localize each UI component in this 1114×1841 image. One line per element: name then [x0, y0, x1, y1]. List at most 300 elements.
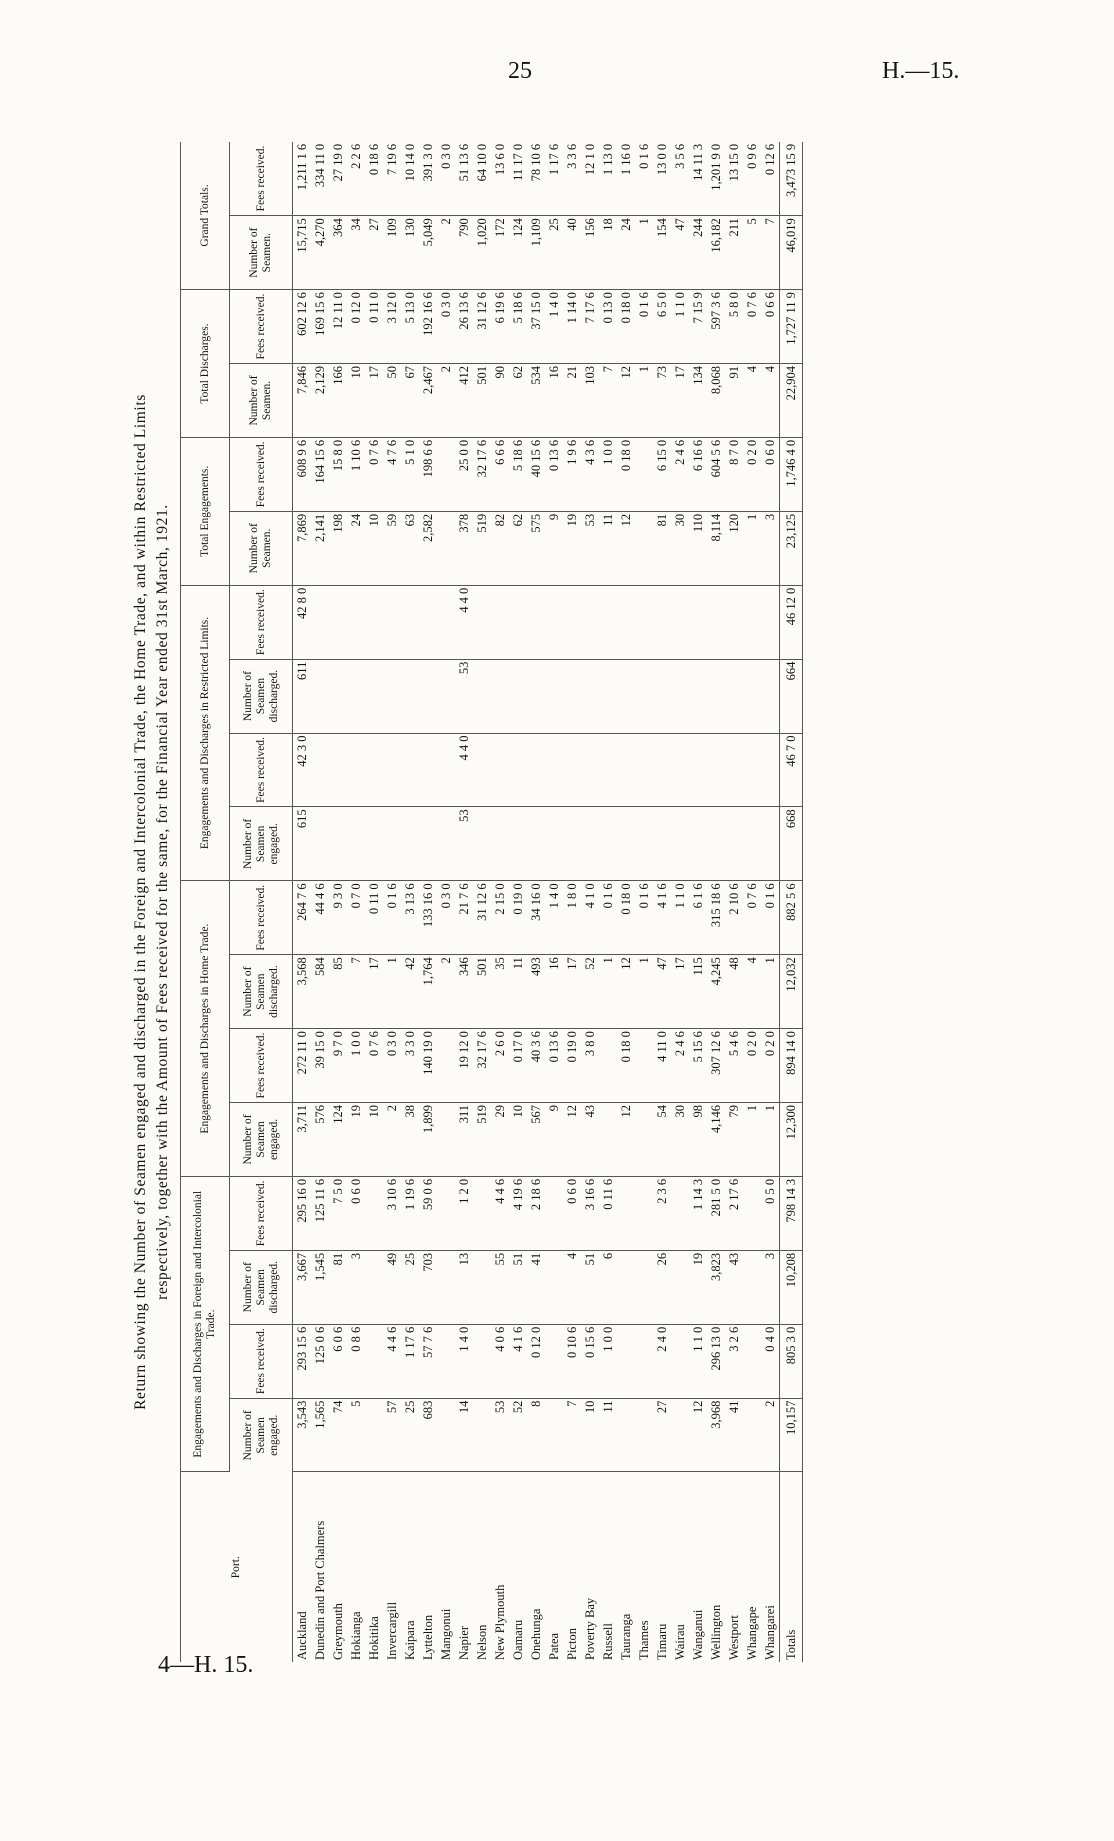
title-line-1: Return showing the Number of Seamen engaged and discharged in the Foreign and Intercolonial Trade, the Home Trade, and within Restricted Limits — [132, 394, 149, 1410]
fees-cell — [437, 1029, 455, 1103]
count-cell: 172 — [491, 216, 509, 290]
fees-cell: 1,746 4 0 — [780, 437, 803, 511]
fees-cell — [635, 733, 653, 807]
seamen-count-header: Number of Seamen. — [230, 364, 293, 438]
count-cell: 12,300 — [780, 1103, 803, 1177]
count-cell: 10 — [365, 1103, 383, 1177]
fees-cell: 51 13 6 — [455, 142, 473, 216]
count-cell: 81 — [653, 511, 671, 585]
count-cell — [401, 659, 419, 733]
port-name: Wellington — [709, 1604, 723, 1660]
fees-cell: 7 17 6 — [581, 290, 599, 364]
fees-cell — [635, 437, 653, 511]
count-cell: 7,846 — [293, 364, 312, 438]
fees-cell: 0 7 6 — [365, 437, 383, 511]
count-cell: 1,764 — [419, 955, 437, 1029]
fees-received-header: Fees received. — [230, 290, 293, 364]
fees-cell: 42 3 0 — [293, 733, 312, 807]
count-cell: 46,019 — [780, 216, 803, 290]
fees-cell: 25 0 0 — [455, 437, 473, 511]
count-cell: 1 — [743, 1103, 761, 1177]
count-cell: 12 — [617, 364, 635, 438]
fees-cell: 315 18 6 — [707, 881, 725, 955]
count-cell: 53 — [455, 659, 473, 733]
fees-cell: 59 0 6 — [419, 1176, 437, 1250]
seamen-count-header: Number of Seamen. — [230, 511, 293, 585]
count-cell — [437, 807, 455, 881]
count-cell: 2 — [761, 1398, 780, 1472]
count-cell: 91 — [725, 364, 743, 438]
fees-cell: 1 17 6 — [545, 142, 563, 216]
count-cell: 5 — [743, 216, 761, 290]
count-cell: 501 — [473, 364, 491, 438]
count-cell: 11 — [599, 1398, 617, 1472]
table-row — [473, 142, 491, 1662]
fees-cell: 32 17 6 — [473, 437, 491, 511]
fees-cell — [491, 733, 509, 807]
fees-cell: 5 18 6 — [509, 437, 527, 511]
count-cell — [437, 511, 455, 585]
count-cell: 51 — [509, 1250, 527, 1324]
count-cell: 62 — [509, 511, 527, 585]
count-cell — [671, 1250, 689, 1324]
count-cell: 74 — [329, 1398, 347, 1472]
count-cell: 668 — [780, 807, 803, 881]
port-name: Auckland — [295, 1611, 309, 1660]
fees-cell: 0 1 6 — [383, 881, 401, 955]
fees-cell: 1 10 6 — [347, 437, 365, 511]
port-name: Totals — [780, 1472, 803, 1662]
fees-cell: 1 14 0 — [563, 290, 581, 364]
fees-cell: 608 9 6 — [293, 437, 312, 511]
count-cell: 1,020 — [473, 216, 491, 290]
fees-cell — [365, 585, 383, 659]
fees-cell: 3,473 15 9 — [780, 142, 803, 216]
fees-cell: 39 15 0 — [311, 1029, 329, 1103]
count-cell — [419, 807, 437, 881]
table-row — [311, 142, 329, 1662]
count-cell — [401, 807, 419, 881]
fees-cell: 4 4 6 — [491, 1176, 509, 1250]
fees-cell: 0 13 0 — [599, 290, 617, 364]
count-cell: 115 — [689, 955, 707, 1029]
fees-cell — [509, 733, 527, 807]
count-cell: 25 — [545, 216, 563, 290]
count-cell — [743, 807, 761, 881]
fees-cell — [545, 585, 563, 659]
fees-cell: 140 19 0 — [419, 1029, 437, 1103]
totals-row — [780, 142, 803, 1662]
count-cell: 2 — [437, 216, 455, 290]
count-cell: 703 — [419, 1250, 437, 1324]
fees-cell: 2 4 0 — [653, 1324, 671, 1398]
fees-cell: 2 4 6 — [671, 437, 689, 511]
count-cell: 378 — [455, 511, 473, 585]
fees-cell — [419, 585, 437, 659]
count-cell: 49 — [383, 1250, 401, 1324]
count-cell: 12,032 — [780, 955, 803, 1029]
fees-cell: 44 4 6 — [311, 881, 329, 955]
count-cell: 9 — [545, 511, 563, 585]
fees-cell: 0 3 0 — [437, 142, 455, 216]
count-cell: 211 — [725, 216, 743, 290]
count-cell: 2,467 — [419, 364, 437, 438]
fees-cell: 0 1 6 — [599, 881, 617, 955]
count-cell: 10,208 — [780, 1250, 803, 1324]
count-cell: 53 — [455, 807, 473, 881]
port-name: Greymouth — [331, 1603, 345, 1660]
count-cell — [311, 807, 329, 881]
table-row — [455, 142, 473, 1662]
count-cell — [707, 659, 725, 733]
seamen-count-header: Number of Seamen engaged. — [230, 1103, 293, 1177]
count-cell: 3 — [761, 1250, 780, 1324]
fees-cell — [617, 1176, 635, 1250]
count-cell: 10 — [581, 1398, 599, 1472]
count-cell: 27 — [653, 1398, 671, 1472]
count-cell: 12 — [617, 1103, 635, 1177]
fees-cell: 0 3 0 — [437, 290, 455, 364]
table-row — [653, 142, 671, 1662]
fees-cell: 0 18 0 — [617, 437, 635, 511]
fees-cell: 0 1 6 — [635, 142, 653, 216]
fees-cell: 0 3 0 — [437, 881, 455, 955]
count-cell — [617, 1398, 635, 1472]
fees-cell — [563, 733, 581, 807]
count-cell: 51 — [581, 1250, 599, 1324]
count-cell — [347, 807, 365, 881]
fees-cell: 334 11 0 — [311, 142, 329, 216]
fees-cell — [599, 585, 617, 659]
fees-cell: 0 8 6 — [347, 1324, 365, 1398]
fees-cell — [671, 1176, 689, 1250]
fees-cell: 34 16 0 — [527, 881, 545, 955]
count-cell — [437, 1103, 455, 1177]
fees-cell: 0 18 0 — [617, 1029, 635, 1103]
table-row — [383, 142, 401, 1662]
fees-cell: 6 0 6 — [329, 1324, 347, 1398]
count-cell: 611 — [293, 659, 312, 733]
port-name: Wanganui — [691, 1609, 705, 1660]
fees-cell — [365, 1176, 383, 1250]
fees-cell: 0 18 0 — [617, 881, 635, 955]
fees-cell: 6 6 6 — [491, 437, 509, 511]
count-cell — [419, 659, 437, 733]
foreign-trade-header: Engagements and Discharges in Foreign and Intercolonial Trade. — [181, 1176, 230, 1472]
fees-cell: 0 6 0 — [347, 1176, 365, 1250]
fees-cell — [383, 733, 401, 807]
page-number: 25 — [508, 58, 532, 84]
count-cell: 3,543 — [293, 1398, 312, 1472]
port-name: Picton — [565, 1628, 579, 1660]
count-cell: 3 — [761, 511, 780, 585]
fees-cell: 40 15 6 — [527, 437, 545, 511]
count-cell: 198 — [329, 511, 347, 585]
fees-cell: 2 6 0 — [491, 1029, 509, 1103]
count-cell: 90 — [491, 364, 509, 438]
fees-cell — [617, 733, 635, 807]
count-cell — [509, 659, 527, 733]
fees-cell — [599, 733, 617, 807]
count-cell: 4 — [743, 955, 761, 1029]
count-cell: 53 — [581, 511, 599, 585]
count-cell — [383, 659, 401, 733]
fees-cell — [635, 585, 653, 659]
fees-cell: 5 18 6 — [509, 290, 527, 364]
fees-cell: 0 2 0 — [743, 437, 761, 511]
count-cell — [635, 1398, 653, 1472]
fees-received-header: Fees received. — [230, 733, 293, 807]
count-cell: 5,049 — [419, 216, 437, 290]
count-cell: 3,667 — [293, 1250, 312, 1324]
fees-cell — [545, 1176, 563, 1250]
count-cell — [473, 1398, 491, 1472]
count-cell: 11 — [509, 955, 527, 1029]
fees-cell: 10 14 0 — [401, 142, 419, 216]
fees-cell — [383, 585, 401, 659]
count-cell: 85 — [329, 955, 347, 1029]
fees-cell — [545, 733, 563, 807]
count-cell: 4,245 — [707, 955, 725, 1029]
count-cell: 103 — [581, 364, 599, 438]
fees-cell: 2 2 6 — [347, 142, 365, 216]
count-cell: 47 — [671, 216, 689, 290]
fees-cell: 6 15 0 — [653, 437, 671, 511]
fees-cell — [653, 733, 671, 807]
table-row — [689, 142, 707, 1662]
port-name: Timaru — [655, 1623, 669, 1660]
port-name: Lyttelton — [421, 1614, 435, 1660]
fees-cell: 882 5 6 — [780, 881, 803, 955]
fees-cell: 0 17 0 — [509, 1029, 527, 1103]
count-cell: 50 — [383, 364, 401, 438]
fees-cell: 307 12 6 — [707, 1029, 725, 1103]
count-cell: 2,129 — [311, 364, 329, 438]
count-cell: 3,968 — [707, 1398, 725, 1472]
count-cell: 13 — [455, 1250, 473, 1324]
count-cell: 156 — [581, 216, 599, 290]
count-cell — [653, 807, 671, 881]
fees-cell — [311, 733, 329, 807]
count-cell: 1 — [635, 364, 653, 438]
count-cell — [491, 659, 509, 733]
fees-cell: 0 7 6 — [365, 1029, 383, 1103]
fees-cell — [689, 733, 707, 807]
table-row — [437, 142, 455, 1662]
count-cell — [635, 1103, 653, 1177]
port-name: Wairau — [673, 1624, 687, 1660]
fees-cell: 0 2 0 — [761, 1029, 780, 1103]
fees-cell: 13 15 0 — [725, 142, 743, 216]
port-name: Dunedin and Port Chalmers — [313, 1520, 327, 1660]
count-cell — [527, 659, 545, 733]
fees-cell — [491, 585, 509, 659]
count-cell: 120 — [725, 511, 743, 585]
document-code: H.—15. — [882, 58, 960, 84]
count-cell: 110 — [689, 511, 707, 585]
count-cell: 81 — [329, 1250, 347, 1324]
count-cell: 4,146 — [707, 1103, 725, 1177]
fees-cell: 264 7 6 — [293, 881, 312, 955]
count-cell: 5 — [347, 1398, 365, 1472]
count-cell: 48 — [725, 955, 743, 1029]
fees-cell: 9 7 0 — [329, 1029, 347, 1103]
count-cell: 7,869 — [293, 511, 312, 585]
count-cell — [599, 659, 617, 733]
rotated-return-table — [130, 142, 910, 1662]
count-cell — [761, 659, 780, 733]
fees-cell: 11 17 0 — [509, 142, 527, 216]
fees-cell: 2 15 0 — [491, 881, 509, 955]
fees-cell — [617, 1324, 635, 1398]
seamen-count-header: Number of Seamen discharged. — [230, 659, 293, 733]
count-cell: 15,715 — [293, 216, 312, 290]
fees-cell — [365, 1324, 383, 1398]
fees-received-header: Fees received. — [230, 1324, 293, 1398]
port-name: Thames — [637, 1620, 651, 1660]
fees-cell — [599, 1029, 617, 1103]
count-cell: 2 — [437, 955, 455, 1029]
fees-cell: 13 0 0 — [653, 142, 671, 216]
fees-cell — [617, 585, 635, 659]
fees-cell: 0 6 6 — [761, 290, 780, 364]
count-cell: 3,568 — [293, 955, 312, 1029]
count-cell: 43 — [725, 1250, 743, 1324]
fees-cell — [635, 1029, 653, 1103]
count-cell: 73 — [653, 364, 671, 438]
count-cell: 8,114 — [707, 511, 725, 585]
fees-cell: 1 0 0 — [599, 437, 617, 511]
count-cell: 412 — [455, 364, 473, 438]
fees-cell: 4 4 0 — [455, 733, 473, 807]
fees-cell: 2 4 6 — [671, 1029, 689, 1103]
table-row — [563, 142, 581, 1662]
fees-cell: 1 2 0 — [455, 1176, 473, 1250]
fees-cell: 2 10 6 — [725, 881, 743, 955]
fees-cell — [707, 733, 725, 807]
count-cell — [761, 807, 780, 881]
count-cell: 166 — [329, 364, 347, 438]
table-row — [635, 142, 653, 1662]
count-cell: 3 — [347, 1250, 365, 1324]
fees-cell: 32 17 6 — [473, 1029, 491, 1103]
count-cell: 11 — [599, 511, 617, 585]
seamen-table — [180, 142, 803, 1662]
fees-cell: 4 0 6 — [491, 1324, 509, 1398]
count-cell: 25 — [401, 1250, 419, 1324]
fees-cell: 64 10 0 — [473, 142, 491, 216]
fees-cell — [347, 733, 365, 807]
fees-cell: 5 4 6 — [725, 1029, 743, 1103]
fees-cell: 9 3 0 — [329, 881, 347, 955]
fees-cell — [671, 585, 689, 659]
table-row — [329, 142, 347, 1662]
count-cell — [617, 1250, 635, 1324]
count-cell: 1,545 — [311, 1250, 329, 1324]
fees-cell: 31 12 6 — [473, 290, 491, 364]
count-cell: 7 — [599, 364, 617, 438]
fees-cell: 1 0 0 — [347, 1029, 365, 1103]
table-row — [707, 142, 725, 1662]
fees-cell: 1 13 0 — [599, 142, 617, 216]
count-cell — [581, 807, 599, 881]
fees-cell: 0 19 0 — [509, 881, 527, 955]
fees-cell — [761, 733, 780, 807]
fees-cell: 7 19 6 — [383, 142, 401, 216]
fees-cell: 3 8 0 — [581, 1029, 599, 1103]
title-line-2: respectively, together with the Amount of Fees received for the same, for the Financial Year ended 31st March, 1921. — [154, 504, 171, 1300]
fees-cell: 4 11 0 — [653, 1029, 671, 1103]
count-cell: 59 — [383, 511, 401, 585]
fees-cell: 1 1 0 — [671, 290, 689, 364]
fees-cell: 12 11 0 — [329, 290, 347, 364]
fees-cell: 7 5 0 — [329, 1176, 347, 1250]
port-name: Westport — [727, 1615, 741, 1660]
count-cell: 23,125 — [780, 511, 803, 585]
fees-cell: 272 11 0 — [293, 1029, 312, 1103]
count-cell: 26 — [653, 1250, 671, 1324]
port-name: Tauranga — [619, 1613, 633, 1660]
count-cell — [563, 659, 581, 733]
fees-cell: 1 0 0 — [599, 1324, 617, 1398]
grand-totals-header: Grand Totals. — [181, 142, 230, 290]
fees-cell: 5 8 0 — [725, 290, 743, 364]
count-cell: 1 — [761, 1103, 780, 1177]
count-cell: 4 — [563, 1250, 581, 1324]
signature-mark: 4—H. 15. — [158, 1652, 254, 1678]
count-cell: 244 — [689, 216, 707, 290]
fees-cell: 12 1 0 — [581, 142, 599, 216]
fees-cell — [311, 585, 329, 659]
count-cell — [635, 511, 653, 585]
count-cell: 19 — [689, 1250, 707, 1324]
count-cell — [311, 659, 329, 733]
port-name: Whangape — [745, 1606, 759, 1660]
seamen-count-header: Number of Seamen engaged. — [230, 807, 293, 881]
count-cell — [671, 807, 689, 881]
table-row — [401, 142, 419, 1662]
port-name: Onehunga — [529, 1608, 543, 1660]
count-cell: 10 — [365, 511, 383, 585]
fees-cell: 4 4 6 — [383, 1324, 401, 1398]
fees-cell: 0 12 6 — [761, 142, 780, 216]
fees-cell: 1 1 0 — [689, 1324, 707, 1398]
count-cell: 19 — [563, 511, 581, 585]
total-discharges-header: Total Discharges. — [181, 290, 230, 438]
count-cell: 82 — [491, 511, 509, 585]
fees-cell: 296 13 0 — [707, 1324, 725, 1398]
count-cell: 98 — [689, 1103, 707, 1177]
count-cell: 130 — [401, 216, 419, 290]
count-cell — [545, 807, 563, 881]
count-cell — [563, 807, 581, 881]
count-cell: 18 — [599, 216, 617, 290]
fees-cell: 2 3 6 — [653, 1176, 671, 1250]
count-cell — [635, 659, 653, 733]
fees-cell: 164 15 6 — [311, 437, 329, 511]
fees-cell: 1 1 0 — [671, 881, 689, 955]
count-cell — [545, 1250, 563, 1324]
fees-cell — [437, 1324, 455, 1398]
count-cell — [725, 807, 743, 881]
count-cell: 134 — [689, 364, 707, 438]
table-row — [761, 142, 780, 1662]
count-cell: 154 — [653, 216, 671, 290]
count-cell — [473, 659, 491, 733]
seamen-count-header: Number of Seamen engaged. — [230, 1398, 293, 1472]
fees-cell — [473, 733, 491, 807]
count-cell — [365, 1250, 383, 1324]
